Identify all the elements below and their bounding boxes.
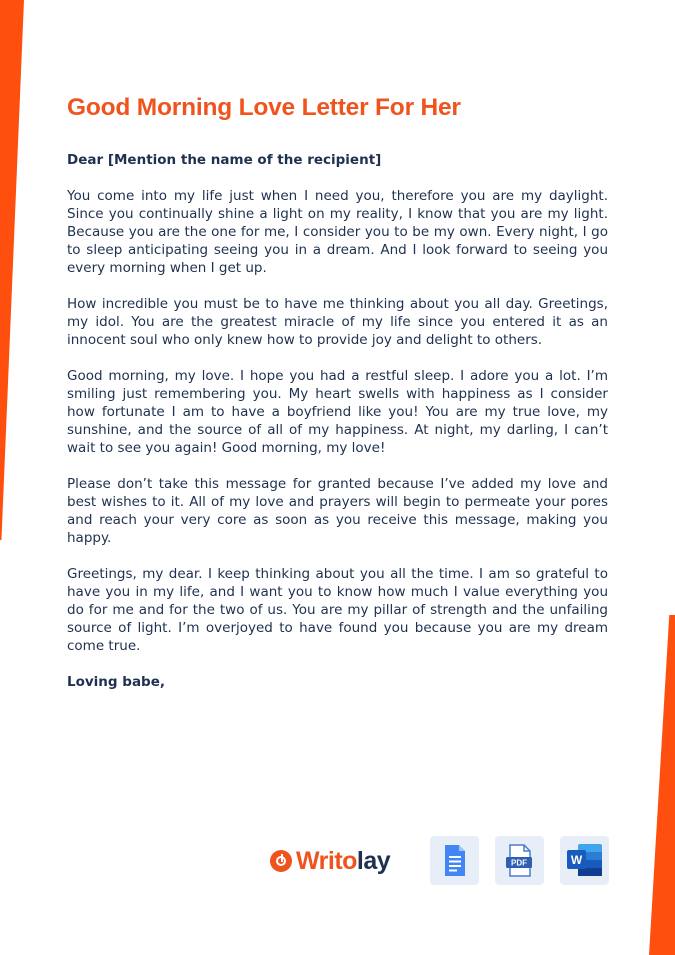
brand-name-part-2: lay — [356, 846, 391, 875]
right-decorative-stripe — [649, 615, 675, 955]
word-label: W — [570, 853, 583, 867]
pdf-icon — [495, 836, 544, 885]
letter-body — [67, 151, 608, 709]
letter-paragraph-3: Good morning, my love. I hope you had a restful sleep. I adore you a lot. I’m smiling just remembering you. My heart swells with happiness as I consider how fortunate I am to have a boyfriend like you! You are my true love, my sunshine, and the source of all of my happiness. At night, my darling, I can’t wait to see you again! Good morning, my love! — [67, 368, 608, 456]
google-docs-download-button[interactable] — [430, 836, 479, 885]
page-title: Good Morning Love Letter For Her — [67, 94, 461, 121]
signoff: Loving babe, — [67, 674, 166, 690]
pdf-label: PDF — [511, 858, 527, 868]
letter-paragraph-5: Greetings, my dear. I keep thinking about you all the time. I am so grateful to have you in my life, and I want you to know how much I value everything you do for me and for the two of us. You are my pillar of strength and the unfailing source of light. I’m overjoyed to have found you because you are my dream come true. — [67, 566, 608, 654]
word-download-button[interactable] — [560, 836, 609, 885]
google-docs-icon — [430, 836, 479, 885]
footer — [270, 836, 610, 886]
writolay-logo[interactable] — [270, 846, 390, 876]
letter-paragraph-2: How incredible you must be to have me thinking about you all day. Greetings, my idol. You are the greatest miracle of my life since you entered it as an innocent soul who only knew how to provide joy and delight to others. — [67, 296, 608, 348]
pdf-download-button[interactable] — [495, 836, 544, 885]
letter-paragraph-4: Please don’t take this message for granted because I’ve added my love and best wishes to it. All of my love and prayers will begin to permeate your pores and reach your very core as soon as you receive this message, making you happy. — [67, 476, 608, 546]
salutation: Dear [Mention the name of the recipient] — [67, 152, 382, 168]
word-icon — [560, 836, 609, 885]
writolay-logo-icon — [270, 850, 292, 872]
brand-name-part-1: Writo — [296, 846, 357, 875]
left-decorative-stripe — [0, 0, 24, 540]
letter-paragraph-1: You come into my life just when I need you, therefore you are my daylight. Since you continually shine a light on my reality, I know that you are my light. Because you are the one for me, I consider you to be my own. Every night, I go to sleep anticipating seeing you in a dream. And I look forward to seeing you every morning when I get up. — [67, 188, 608, 276]
